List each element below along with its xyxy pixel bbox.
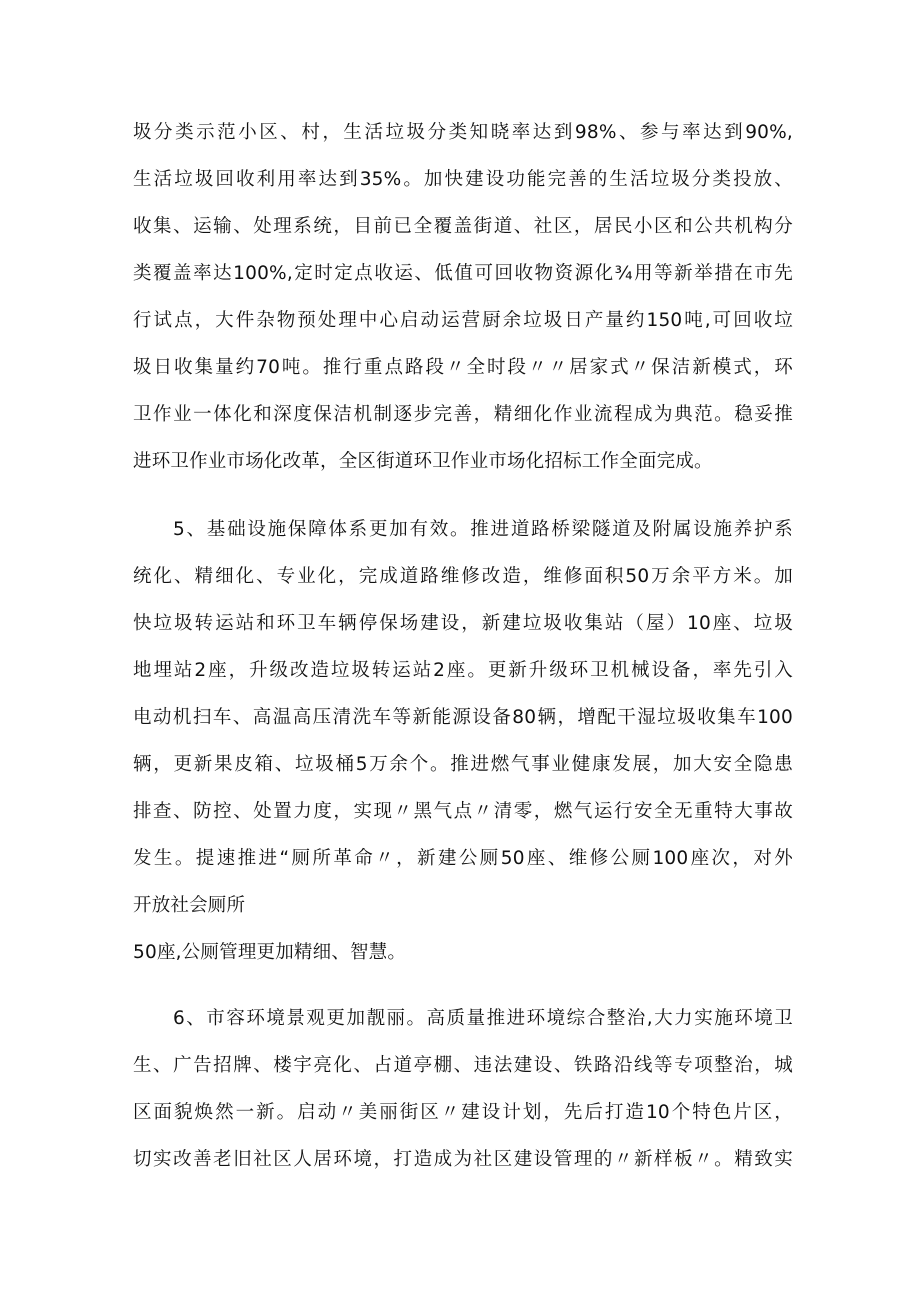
text-line: 生、广告招牌、楼宇亮化、占道亭棚、违法建设、铁路沿线等专项整治，城 — [133, 1055, 793, 1076]
text-line: 区面貌焕然一新。启动〃美丽街区〃建设计划，先后打造10个特色片区， — [133, 1102, 793, 1123]
text-line: 50座,公厕管理更加精细、智慧。 — [133, 942, 407, 963]
text-line: 排查、防控、处置力度，实现〃黑气点〃清零，燃气运行安全无重特大事故 — [133, 801, 793, 822]
paragraph-heading-line: 5、基础设施保障体系更加有效。推进道路桥梁隧道及附属设施养护系 — [173, 519, 793, 540]
text-line: 辆，更新果皮箱、垃圾桶5万余个。推进燃气事业健康发展，加大安全隐患 — [133, 754, 793, 775]
text-line: 圾分类示范小区、村，生活垃圾分类知晓率达到98%、参与率达到90%, — [133, 122, 793, 143]
text-line: 卫作业一体化和深度保洁机制逐步完善，精细化作业流程成为典范。稳妥推 — [133, 404, 793, 425]
text-line: 切实改善老旧社区人居环境，打造成为社区建设管理的〃新样板〃。精致实 — [133, 1149, 793, 1170]
text-line: 电动机扫车、高温高压清洗车等新能源设备80辆，增配干湿垃圾收集车100 — [133, 707, 793, 728]
text-line: 统化、精细化、专业化，完成道路维修改造，维修面积50万余平方米。加 — [133, 566, 793, 587]
text-line: 圾日收集量约70吨。推行重点路段〃全时段〃〃居家式〃保洁新模式，环 — [133, 357, 793, 378]
text-line: 行试点，大件杂物预处理中心启动运营厨余垃圾日产量约150吨,可回收垃 — [133, 310, 793, 331]
paragraph-heading-line: 6、市容环境景观更加靓丽。高质量推进环境综合整治,大力实施环境卫 — [173, 1008, 793, 1029]
text-line: 收集、运输、处理系统，目前已全覆盖街道、社区，居民小区和公共机构分 — [133, 216, 793, 237]
text-line: 进环卫作业市场化改革，全区街道环卫作业市场化招标工作全面完成。 — [133, 451, 713, 472]
text-line: 快垃圾转运站和环卫车辆停保场建设，新建垃圾收集站（屋）10座、垃圾 — [133, 613, 793, 634]
text-line: 开放社会厕所 — [133, 895, 246, 916]
text-line: 类覆盖率达100%,定时定点收运、低值可回收物资源化¾用等新举措在市先 — [133, 263, 793, 284]
text-line: 发生。提速推进“厕所革命〃，新建公厕50座、维修公厕100座次，对外 — [133, 848, 793, 869]
text-line: 地埋站2座，升级改造垃圾转运站2座。更新升级环卫机械设备，率先引入 — [133, 660, 793, 681]
text-line: 生活垃圾回收利用率达到35%。加快建设功能完善的生活垃圾分类投放、 — [133, 169, 793, 190]
